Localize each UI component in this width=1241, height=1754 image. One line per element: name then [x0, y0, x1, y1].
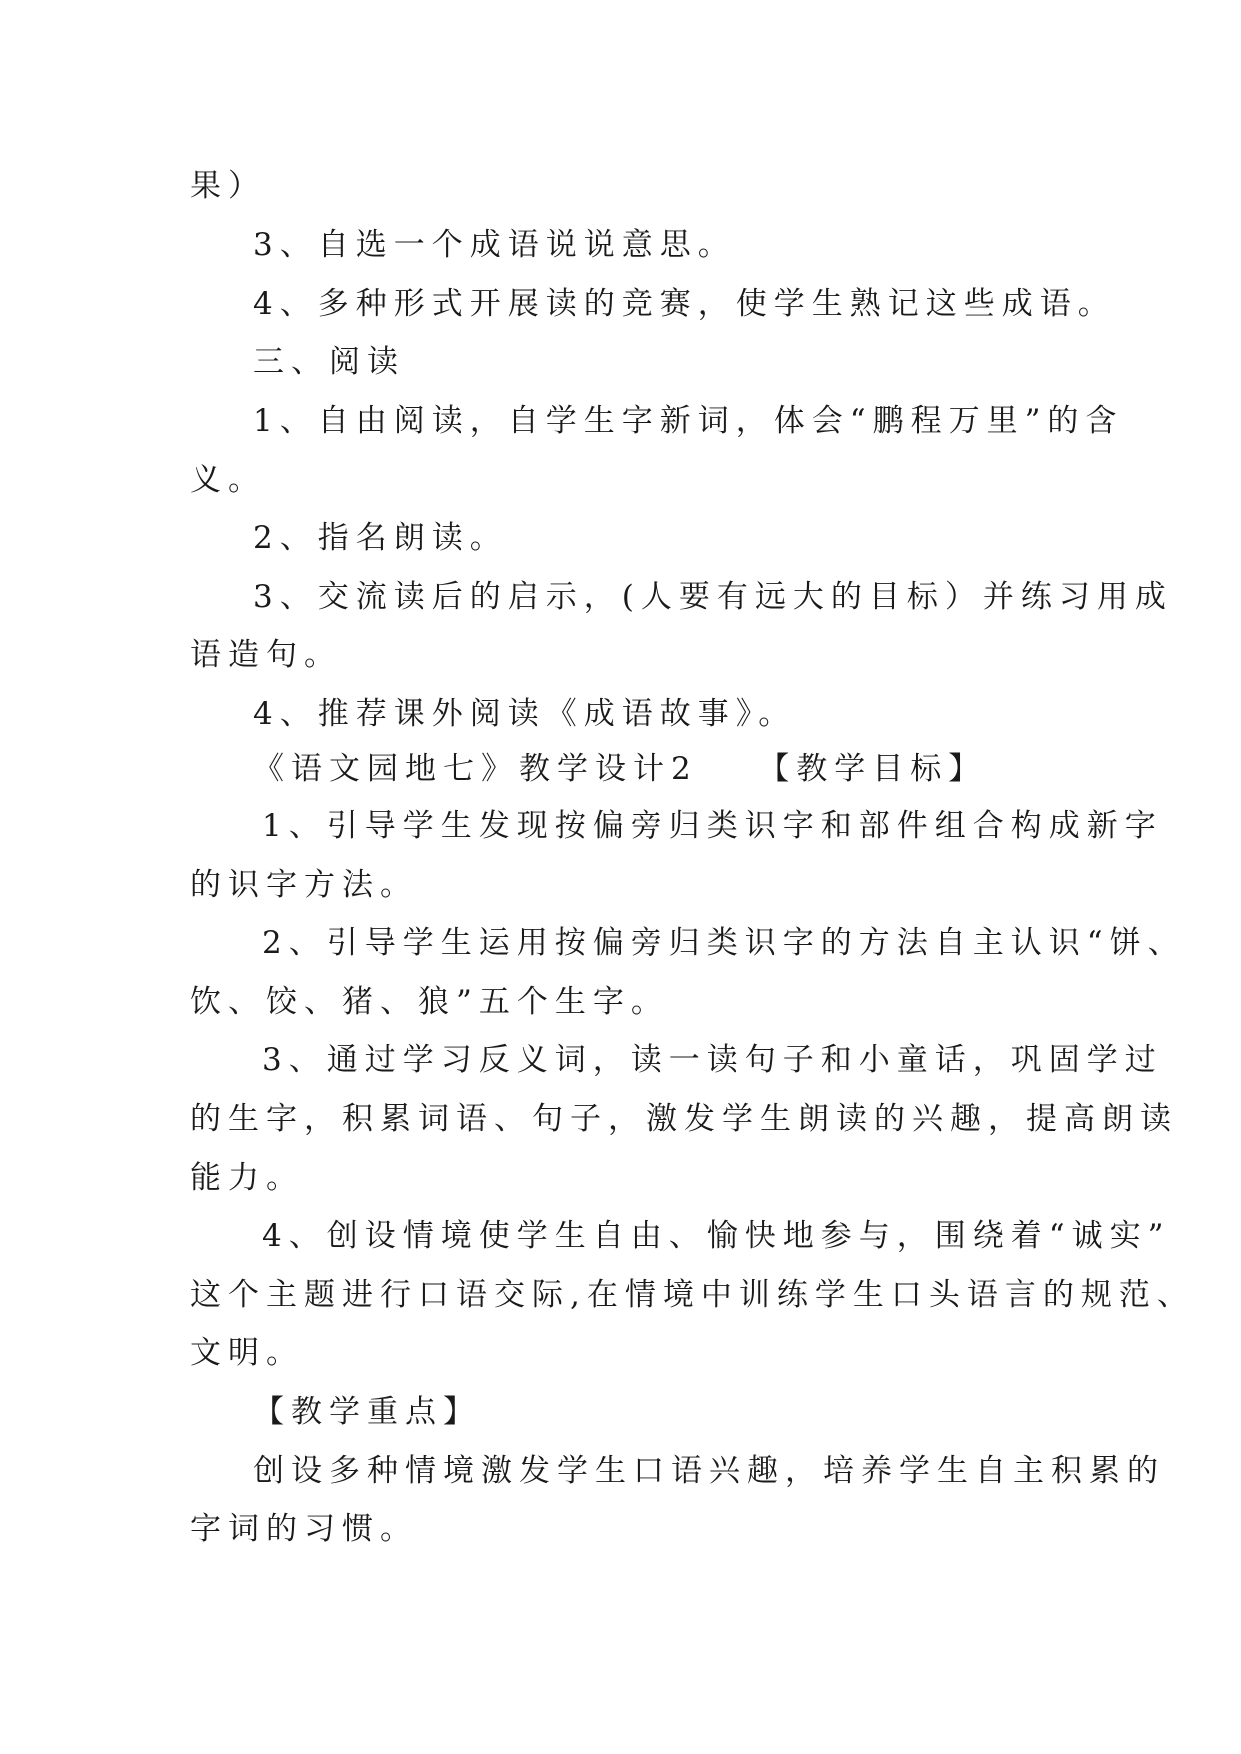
text-line: 1、引导学生发现按偏旁归类识字和部件组合构成新字 — [262, 808, 1163, 844]
text-line: 果） — [190, 168, 266, 204]
text-line: 3、通过学习反义词，读一读句子和小童话，巩固学过 — [262, 1042, 1163, 1078]
text-line: 创设多种情境激发学生口语兴趣，培养学生自主积累的 — [253, 1453, 1165, 1489]
text-line: 1、自由阅读，自学生字新词，体会“鹏程万里”的含 — [253, 403, 1124, 439]
text-line: 4、创设情境使学生自由、愉快地参与，围绕着“诚实” — [262, 1218, 1171, 1254]
text-line: 语造句。 — [190, 637, 342, 673]
section-heading: 三、阅读 — [253, 344, 405, 380]
text-line: 能力。 — [190, 1160, 304, 1196]
text-line: 义。 — [190, 462, 266, 498]
text-line: 2、引导学生运用按偏旁归类识字的方法自主认识“饼、 — [262, 925, 1186, 961]
text-line: 的识字方法。 — [190, 867, 418, 903]
text-line: 饮、饺、猪、狼”五个生字。 — [190, 984, 669, 1020]
text-line: 4、多种形式开展读的竞赛，使学生熟记这些成语。 — [253, 286, 1116, 322]
text-line: 3、自选一个成语说说意思。 — [253, 227, 736, 263]
text-line: 这个主题进行口语交际,在情境中训练学生口头语言的规范、 — [190, 1277, 1195, 1313]
text-line: 3、交流读后的启示，(人要有远大的目标）并练习用成 — [253, 579, 1173, 615]
text-line: 的生字，积累词语、句子，激发学生朗读的兴趣，提高朗读 — [190, 1101, 1178, 1137]
text-line: 2、指名朗读。 — [253, 520, 508, 556]
text-line: 文明。 — [190, 1335, 304, 1371]
text-line: 字词的习惯。 — [190, 1511, 418, 1547]
text-line: 4、推荐课外阅读《成语故事》。 — [253, 696, 797, 732]
section-heading: 【教学重点】 — [253, 1394, 481, 1430]
section-title: 《语文园地七》教学设计2 【教学目标】 — [253, 751, 987, 787]
